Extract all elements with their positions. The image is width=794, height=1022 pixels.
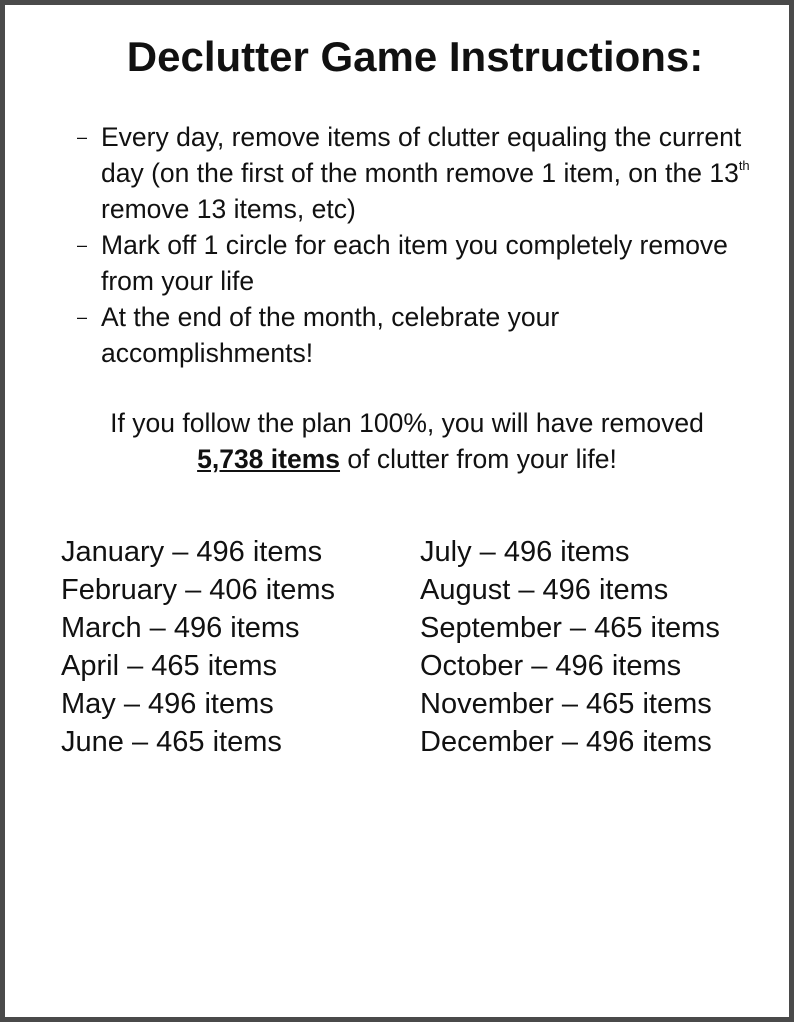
bullet-dash: –: [77, 307, 88, 327]
month-row: February – 406 items: [61, 574, 336, 606]
total-items-highlight: 5,738 items: [197, 444, 341, 474]
bullet-dash: –: [77, 127, 88, 147]
months-column-left: [61, 533, 335, 761]
instruction-item: [75, 227, 765, 299]
month-row: March – 496 items: [61, 612, 300, 644]
month-row: September – 465 items: [420, 612, 720, 644]
summary-line-2: [25, 441, 789, 477]
month-row: May – 496 items: [61, 688, 274, 720]
month-row: October – 496 items: [420, 650, 682, 682]
summary-line-1: If you follow the plan 100%, you will have removed: [110, 408, 704, 438]
instruction-item: [75, 299, 765, 371]
bullet-dash: –: [77, 235, 88, 255]
instructions-list: [75, 119, 765, 371]
month-row: August – 496 items: [420, 574, 669, 606]
page-title: Declutter Game Instructions:: [126, 33, 704, 80]
month-row: July – 496 items: [420, 536, 630, 568]
instruction-item: [75, 119, 765, 227]
month-row: December – 496 items: [420, 726, 712, 758]
instruction-text: Mark off 1 circle for each item you completely remove from your life: [101, 230, 728, 296]
instruction-text: At the end of the month, celebrate your accomplishments!: [101, 302, 560, 368]
month-row: January – 496 items: [61, 536, 323, 568]
summary-line-2-rest: of clutter from your life!: [340, 444, 617, 474]
month-row: November – 465 items: [420, 688, 712, 720]
month-row: June – 465 items: [61, 726, 282, 758]
summary-paragraph: [5, 405, 789, 477]
instruction-text: Every day, remove items of clutter equaling the current day (on the first of the month remove 1 item, on the 13: [101, 122, 742, 188]
ordinal-suffix: th: [738, 158, 750, 174]
months-column-right: [420, 533, 720, 761]
month-row: April – 465 items: [61, 650, 277, 682]
instruction-text: remove 13 items, etc): [101, 194, 356, 224]
